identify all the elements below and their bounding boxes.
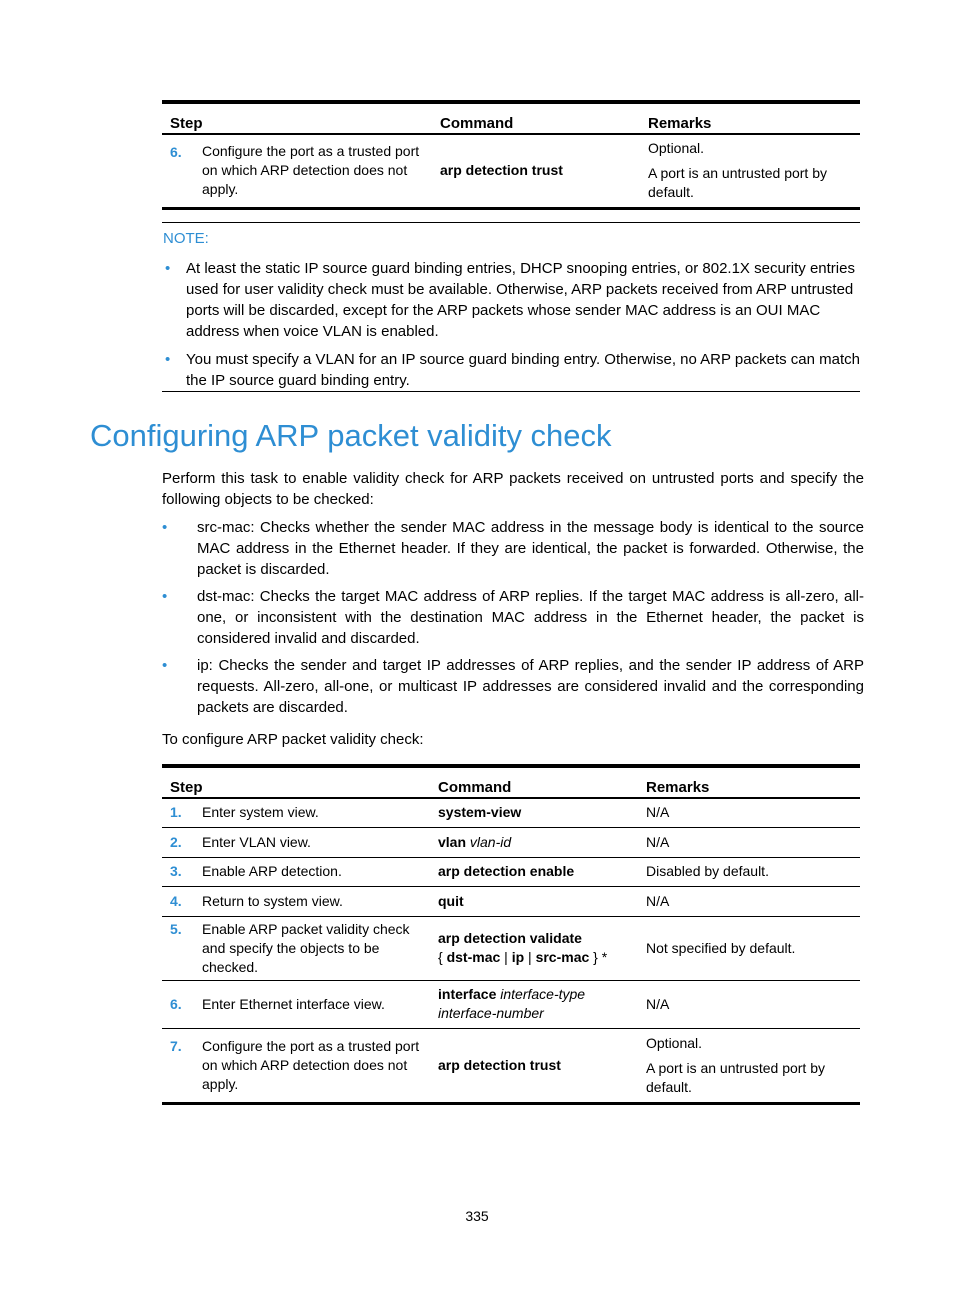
header-command: Command bbox=[432, 102, 640, 134]
list-item: • dst-mac: Checks the target MAC address of ARP replies. If the target MAC address is all-zero, all-one, or inconsistent with the destination MAC address in the Ethernet header, the packet is considered invalid and discarded. bbox=[162, 588, 864, 647]
step-number: 3. bbox=[170, 863, 182, 879]
table-lead-paragraph: To configure ARP packet validity check: bbox=[162, 731, 424, 748]
step-remarks: N/A bbox=[646, 833, 670, 850]
bullet-icon: • bbox=[162, 657, 168, 674]
step-description: Configure the port as a trusted port on which ARP detection does not apply. bbox=[202, 1037, 420, 1092]
intro-paragraph: Perform this task to enable validity check for ARP packets received on untrusted ports and specify the following objects to be checked: bbox=[162, 470, 864, 508]
bullet-icon: • bbox=[165, 260, 171, 277]
step-description: Enter VLAN view. bbox=[202, 833, 311, 850]
step-remarks bbox=[638, 1028, 860, 1103]
step-command: arp detection validate { dst-mac | ip | src-mac } * bbox=[438, 930, 608, 965]
check-object-list bbox=[162, 517, 864, 718]
table-row bbox=[162, 1028, 860, 1103]
step-remarks: Not specified by default. bbox=[646, 939, 796, 956]
step-command bbox=[432, 134, 640, 208]
step-description: Enter system view. bbox=[202, 804, 319, 821]
remark-line: Optional. bbox=[648, 140, 705, 157]
step-number: 6. bbox=[170, 995, 182, 1012]
step-remarks: N/A bbox=[646, 892, 670, 909]
table-row bbox=[162, 980, 860, 1028]
step-description: Enable ARP packet validity check and specify the objects to be checked. bbox=[202, 920, 410, 975]
step-command: arp detection trust bbox=[438, 1056, 561, 1073]
command-keyword: arp detection trust bbox=[440, 162, 563, 179]
table-row bbox=[162, 798, 860, 827]
step-description: Configure the port as a trusted port on which ARP detection does not apply. bbox=[202, 143, 420, 198]
header-remarks: Remarks bbox=[638, 766, 860, 798]
note-list bbox=[162, 258, 860, 391]
list-item: • src-mac: Checks whether the sender MAC address in the message body is identical to the source MAC address in the Ethernet header. If they are identical, the packet is forwarded. Otherwise, the packet is discarded. bbox=[162, 519, 864, 578]
step-description: Return to system view. bbox=[202, 892, 343, 909]
bullet-icon: • bbox=[162, 519, 168, 536]
header-remarks: Remarks bbox=[640, 102, 860, 134]
step-remarks bbox=[640, 134, 860, 208]
remark-line: A port is an untrusted port by default. bbox=[646, 1059, 825, 1095]
step-description: Enable ARP detection. bbox=[202, 863, 342, 879]
page-number: 335 bbox=[465, 1208, 489, 1224]
step-number: 5. bbox=[170, 920, 182, 937]
step-number: 1. bbox=[170, 804, 182, 821]
note-item: • At least the static IP source guard binding entries, DHCP snooping entries, or 802.1X security entries used for user validity check must be available. Otherwise, ARP packets received from ARP untrusted ports will be discarded, except for the ARP packets whose sender MAC address is an OUI MAC address when voice VLAN is enabled. bbox=[165, 260, 855, 340]
step-number: 4. bbox=[170, 892, 182, 909]
bullet-icon: • bbox=[165, 351, 171, 368]
table-row bbox=[162, 134, 860, 208]
step-command: system-view bbox=[438, 804, 522, 821]
bullet-icon: • bbox=[162, 588, 168, 605]
step-remarks: N/A bbox=[646, 804, 670, 821]
step-command: vlan vlan-id bbox=[438, 833, 512, 850]
step-remarks: N/A bbox=[646, 995, 670, 1012]
header-step: Step bbox=[162, 102, 432, 134]
step-remarks: Disabled by default. bbox=[646, 863, 769, 879]
step-number: 6. bbox=[170, 144, 182, 160]
note-top-rule bbox=[162, 222, 860, 223]
step-table bbox=[162, 764, 860, 1105]
step-number: 2. bbox=[170, 833, 182, 850]
remark-line: Optional. bbox=[646, 1034, 703, 1051]
note-label: NOTE: bbox=[163, 230, 209, 247]
header-command: Command bbox=[430, 766, 638, 798]
step-description: Enter Ethernet interface view. bbox=[202, 995, 385, 1012]
step-number: 7. bbox=[170, 1037, 182, 1054]
table-row bbox=[162, 857, 860, 886]
header-step: Step bbox=[162, 766, 430, 798]
remark-line: A port is an untrusted port by default. bbox=[648, 165, 827, 201]
step-command: quit bbox=[438, 892, 464, 909]
table-row bbox=[162, 827, 860, 857]
table-row bbox=[162, 886, 860, 916]
table-row bbox=[162, 916, 860, 980]
step-command: interface interface-type interface-number bbox=[438, 986, 586, 1021]
step-command: arp detection enable bbox=[438, 863, 575, 879]
note-item: • You must specify a VLAN for an IP source guard binding entry. Otherwise, no ARP packets can match the IP source guard binding entry. bbox=[165, 351, 860, 389]
note-bottom-rule bbox=[162, 391, 860, 392]
section-heading: Configuring ARP packet validity check bbox=[90, 418, 612, 453]
list-item: • ip: Checks the sender and target IP addresses of ARP replies, and the sender IP address of ARP requests. All-zero, all-one, or multicast IP addresses are considered invalid and the corresponding packets are discarded. bbox=[162, 657, 864, 716]
step-table-continued bbox=[162, 100, 860, 210]
